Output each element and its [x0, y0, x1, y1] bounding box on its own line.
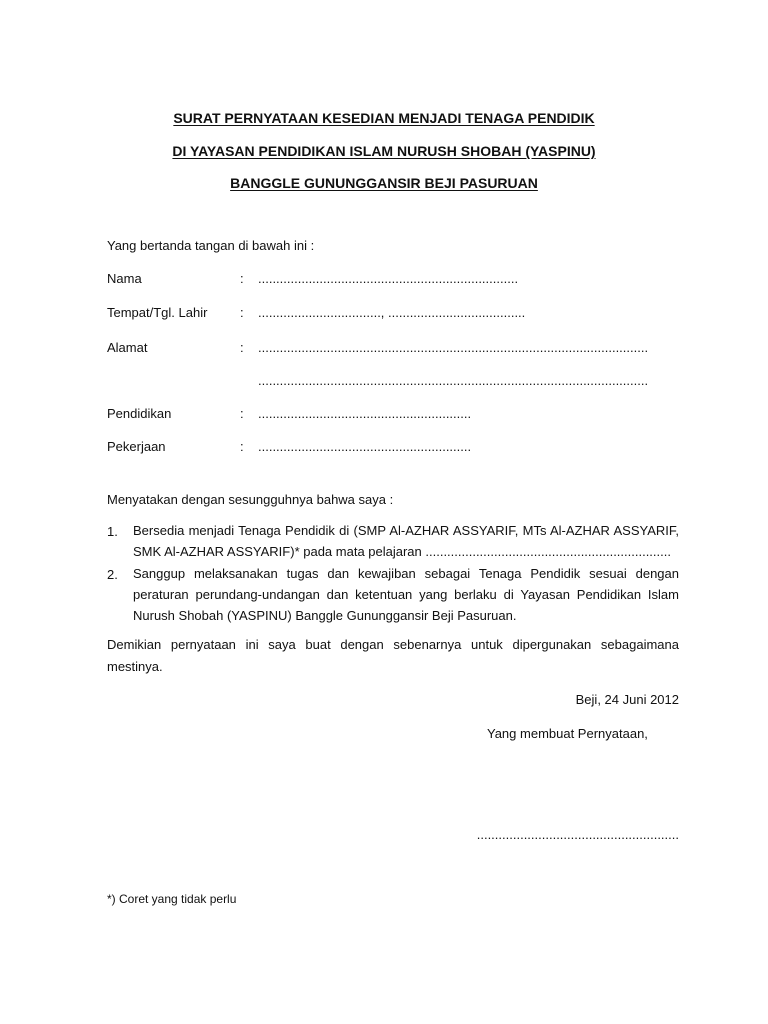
- title-line-3: BANGGLE GUNUNGGANSIR BEJI PASURUAN: [230, 175, 538, 191]
- field-label: Tempat/Tgl. Lahir: [107, 305, 208, 320]
- field-label: Pekerjaan: [107, 439, 166, 454]
- title-line-2: DI YAYASAN PENDIDIKAN ISLAM NURUSH SHOBAH (YASPINU): [172, 143, 596, 159]
- field-colon: :: [240, 271, 244, 286]
- statement-intro: Menyatakan dengan sesungguhnya bahwa saya :: [107, 492, 394, 507]
- field-blank: ...........................................................: [258, 406, 472, 421]
- field-blank: ...........................................................: [258, 439, 472, 454]
- field-blank: .................................., ......................................: [258, 305, 526, 320]
- title-line-1: SURAT PERNYATAAN KESEDIAN MENJADI TENAGA PENDIDIK: [173, 110, 595, 126]
- field-label: Pendidikan: [107, 406, 172, 421]
- field-blank: ........................................................................: [258, 271, 519, 286]
- footnote: *) Coret yang tidak perlu: [107, 892, 237, 906]
- field-colon: :: [240, 439, 244, 454]
- list-item-number: 2.: [107, 567, 118, 582]
- date-place: Beji, 24 Juni 2012: [575, 692, 679, 707]
- closing-paragraph: Demikian pernyataan ini saya buat dengan sebenarnya untuk dipergunakan sebagaimana mestinya.: [107, 637, 679, 674]
- list-item-text: Sanggup melaksanakan tugas dan kewajiban sebagai Tenaga Pendidik sesuai dengan peraturan perundang-undangan dan ketentuan yang berlaku di Yayasan Pendidikan Islam Nurush Shobah (YASPINU) Banggle Gununggansir Beji Pasuruan.: [133, 566, 679, 623]
- list-item-text: Bersedia menjadi Tenaga Pendidik di (SMP Al-AZHAR ASSYARIF, MTs Al-AZHAR ASSYARIF, SMK Al-AZHAR ASSYARIF)* pada mata pelajaran ....................................................................: [133, 523, 679, 559]
- field-blank-second-line: ............................................................................................................: [258, 373, 649, 388]
- field-label: Nama: [107, 271, 142, 286]
- field-colon: :: [240, 406, 244, 421]
- field-colon: :: [240, 340, 244, 355]
- list-item-number: 1.: [107, 524, 118, 539]
- intro-text: Yang bertanda tangan di bawah ini :: [107, 238, 315, 253]
- signature-line: ........................................................: [476, 827, 679, 842]
- signer-label: Yang membuat Pernyataan,: [487, 726, 648, 741]
- field-label: Alamat: [107, 340, 148, 355]
- field-blank: ............................................................................................................: [258, 340, 649, 355]
- field-colon: :: [240, 305, 244, 320]
